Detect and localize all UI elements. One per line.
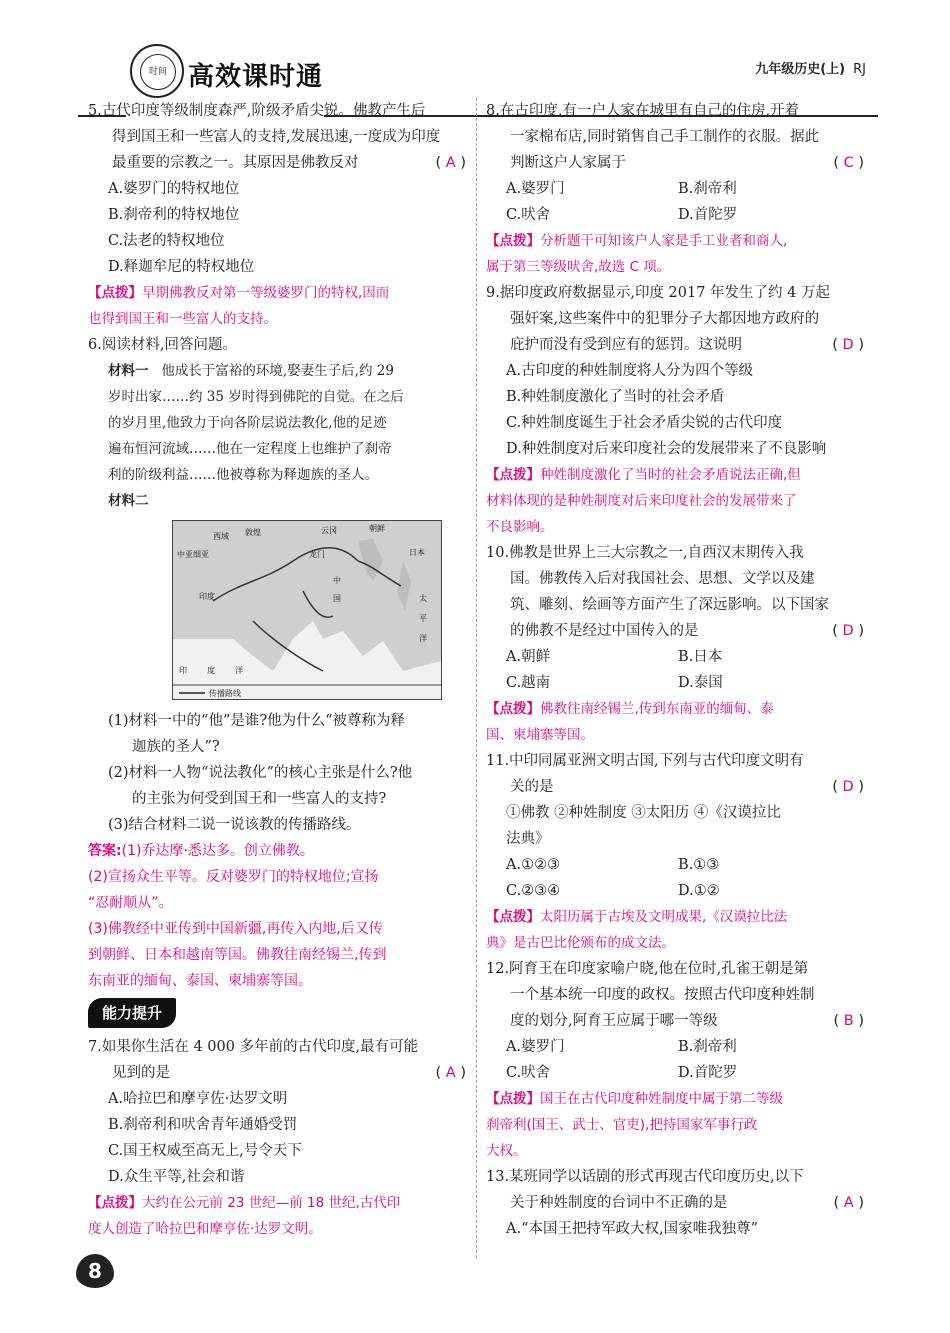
material-one-label: 材料一: [108, 363, 149, 379]
q10-stem: 10.佛教是世界上三大宗教之一,自西汉末期传入我: [486, 545, 804, 561]
q7-option: C.国王权威至高无上,号令天下: [108, 1143, 302, 1159]
question-11: [486, 748, 864, 956]
answer-text: (1)乔达摩·悉达多。创立佛教。: [121, 843, 314, 859]
q10-stem-last: [486, 618, 864, 644]
question-7: [88, 1034, 466, 1242]
tip-tag: 【点拨】: [486, 467, 540, 483]
q10-answer: ( D ): [832, 623, 864, 639]
q7-option: A.哈拉巴和摩亨佐·达罗文明: [108, 1091, 288, 1107]
answer-text: (3)佛教经中亚传到中国新疆,再传入内地,后又传: [88, 921, 383, 937]
q11-option: C.②③④: [506, 883, 561, 899]
tip-tag: 【点拨】: [486, 909, 540, 925]
q10-option: C.越南: [506, 675, 551, 691]
q9-option: C.种姓制度诞生于社会矛盾尖锐的古代印度: [506, 415, 783, 431]
material-text: 岁时出家……约 35 岁时得到佛陀的自觉。在之后: [108, 389, 404, 405]
q11-option: D.①②: [678, 883, 720, 899]
q5-stem-last: [88, 150, 466, 176]
question-9: [486, 280, 864, 540]
q12-stem: 一个基本统一印度的政权。按照古代印度种姓制: [510, 987, 815, 1003]
material-one: [88, 358, 466, 384]
left-column: [88, 98, 466, 1242]
map-label: 度: [207, 666, 215, 675]
q9-stem: 强奸案,这些案件中的犯罪分子大都因地方政府的: [510, 311, 820, 327]
q9-option: B.种姓制度激化了当时的社会矛盾: [506, 389, 725, 405]
q7-option: D.众生平等,社会和谐: [108, 1169, 245, 1185]
q9-answer: ( D ): [832, 337, 864, 353]
tip-text: 太阳历属于古埃及文明成果,《汉谟拉比法: [540, 909, 788, 925]
question-6: [88, 332, 466, 994]
q7-tip-text: 度人创造了哈拉巴和摩亨佐·达罗文明。: [88, 1221, 322, 1237]
answer-tag: 答案:: [88, 843, 122, 859]
q12-tip: [486, 1086, 864, 1112]
section-heading: 能力提升: [88, 998, 176, 1028]
answer-text: (2)宣扬众生平等。反对婆罗门的特权地位;宣扬: [88, 869, 379, 885]
question-8: [486, 98, 864, 280]
q11-tip-text: 典》是古巴比伦颁布的成文法。: [486, 935, 675, 951]
q8-option: A.婆罗门: [506, 181, 565, 197]
q5-stem: 5.古代印度等级制度森严,阶级矛盾尖锐。佛教产生后: [88, 103, 426, 119]
q9-option: A.古印度的种姓制度将人分为四个等级: [506, 363, 754, 379]
q11-items: 法典》: [506, 831, 550, 847]
map-label: 太: [419, 594, 427, 603]
question-12: [486, 956, 864, 1164]
q9-tip-text: 不良影响。: [486, 519, 554, 535]
q5-option: B.刹帝利的特权地位: [108, 207, 240, 223]
question-13: [486, 1164, 864, 1242]
q5-answer: ( A ): [435, 155, 466, 171]
grade-label: 九年级历史(上): [755, 62, 846, 77]
q7-tip: [88, 1190, 466, 1216]
q12-option: D.首陀罗: [678, 1065, 738, 1081]
q5-answer-value: A: [445, 155, 456, 171]
edition-label: RJ: [853, 62, 866, 77]
q9-tip-text: 材料体现的是种姓制度对后来印度社会的发展带来了: [486, 493, 797, 509]
q9-answer-value: D: [842, 337, 854, 353]
map-label: 洋: [235, 666, 243, 675]
q6-subquestion: (1)材料一中的“他”是谁?他为什么“被尊称为释: [108, 713, 406, 729]
map-label: 中亚细亚: [177, 550, 209, 559]
q10-tip: [486, 696, 864, 722]
buddhism-spread-map: [172, 520, 442, 700]
q8-stem-last: [486, 150, 864, 176]
q8-stem: 8.在古印度,有一户人家在城里有自己的住房,开着: [486, 103, 800, 119]
map-legend-label: 传播路线: [209, 689, 241, 698]
map-label: 国: [333, 594, 341, 603]
q12-tip-text: 大权。: [486, 1143, 527, 1159]
q8-options-row: [486, 176, 864, 202]
q8-tip-text: 属于第三等级吠舍,故选 C 项。: [486, 259, 671, 275]
q10-stem: 国。佛教传入后对我国社会、思想、文学以及建: [510, 571, 815, 587]
q13-stem-last: [486, 1190, 864, 1216]
map-label: 中: [333, 576, 341, 585]
logo-badge: 时间: [140, 54, 176, 90]
q11-answer-value: D: [842, 779, 854, 795]
map-label: 印度: [199, 592, 215, 601]
q12-stem: 度的划分,阿育王应属于哪一等级: [510, 1013, 718, 1029]
question-5: [88, 98, 466, 332]
q12-answer-value: B: [843, 1013, 854, 1029]
q6-stem: 6.阅读材料,回答问题。: [88, 337, 237, 353]
column-divider: [476, 98, 477, 1258]
q9-stem: 9.据印度政府数据显示,印度 2017 年发生了约 4 万起: [486, 285, 831, 301]
q12-option: C.吠舍: [506, 1065, 551, 1081]
map-svg: [173, 521, 441, 699]
q8-option: B.刹帝利: [678, 181, 737, 197]
q13-answer-value: A: [843, 1195, 854, 1211]
q10-tip-text: 国、柬埔寨等国。: [486, 727, 594, 743]
q7-stem: 7.如果你生活在 4 000 多年前的古代印度,最有可能: [88, 1039, 419, 1055]
q5-stem: 得到国王和一些富人的支持,发展迅速,一度成为印度: [112, 129, 441, 145]
q7-stem-last: [88, 1060, 466, 1086]
q10-stem: 筑、雕刻、绘画等方面产生了深远影响。以下国家: [510, 597, 829, 613]
tip-text: 国王在古代印度种姓制度中属于第二等级: [540, 1091, 783, 1107]
page-header: [78, 40, 878, 100]
q11-stem-last: [486, 774, 864, 800]
tip-text: 早期佛教反对第一等级婆罗门的特权,因而: [142, 285, 390, 301]
map-label: 日本: [409, 548, 425, 557]
q5-stem: 最重要的宗教之一。其原因是佛教反对: [112, 155, 359, 171]
map-label: 龙门: [309, 550, 325, 559]
q10-options-row: [486, 670, 864, 696]
q8-stem: 判断这户人家属于: [510, 155, 626, 171]
q9-tip: [486, 462, 864, 488]
q13-stem: 13.某班同学以话剧的形式再现古代印度历史,以下: [486, 1169, 804, 1185]
q12-option: A.婆罗门: [506, 1039, 565, 1055]
q5-tip-text: 也得到国王和一些富人的支持。: [88, 311, 277, 327]
q9-option: D.种姓制度对后来印度社会的发展带来了不良影响: [506, 441, 827, 457]
q11-option: B.①③: [678, 857, 720, 873]
tip-text: 种姓制度激化了当时的社会矛盾说法正确,但: [540, 467, 801, 483]
q8-answer: ( C ): [833, 155, 864, 171]
q12-options-row: [486, 1060, 864, 1086]
answer-text: “忍耐顺从”。: [88, 895, 173, 911]
q8-option: C.吠舍: [506, 207, 551, 223]
map-label: 敦煌: [245, 528, 261, 537]
q8-stem: 一家棉布店,同时销售自己手工制作的衣服。据此: [510, 129, 820, 145]
page-number: 8: [76, 1254, 114, 1288]
q10-option: D.泰国: [678, 675, 723, 691]
q12-tip-text: 刹帝利(国王、武士、官吏),把持国家军事行政: [486, 1117, 758, 1133]
q6-answer: [88, 838, 466, 864]
q8-options-row: [486, 202, 864, 228]
material-two: [88, 488, 466, 514]
header-subject: [755, 58, 866, 77]
tip-text: 佛教往南经锡兰,传到东南亚的缅甸、泰: [540, 701, 774, 717]
map-label: 平: [419, 614, 427, 623]
q11-stem: 11.中印同属亚洲文明古国,下列与古代印度文明有: [486, 753, 804, 769]
q13-option: A.“本国王把持军政大权,国家唯我独尊”: [506, 1221, 759, 1237]
map-label: 洋: [419, 634, 427, 643]
q11-options-row: [486, 852, 864, 878]
tip-tag: 【点拨】: [88, 1195, 142, 1211]
q5-tip: [88, 280, 466, 306]
q9-stem: 庇护而没有受到应有的惩罚。这说明: [510, 337, 742, 353]
material-text: 遍布恒河流域……他在一定程度上也维护了刹帝: [108, 441, 392, 457]
q12-options-row: [486, 1034, 864, 1060]
map-label: 朝鲜: [369, 524, 385, 533]
q7-answer: ( A ): [435, 1065, 466, 1081]
q12-option: B.刹帝利: [678, 1039, 737, 1055]
q8-answer-value: C: [843, 155, 854, 171]
q13-stem: 关于种姓制度的台词中不正确的是: [510, 1195, 728, 1211]
map-label: 印: [179, 666, 187, 675]
brand-title: 高效课时通: [188, 62, 324, 92]
q6-subquestion: (3)结合材料二说一说该教的传播路线。: [108, 817, 361, 833]
answer-text: 到朝鲜、日本和越南等国。佛教往南经锡兰,传到: [88, 947, 387, 963]
q5-option: D.释迦牟尼的特权地位: [108, 259, 255, 275]
q7-stem: 见到的是: [112, 1065, 170, 1081]
q6-subquestion: 的主张为何受到国王和一些富人的支持?: [132, 791, 387, 807]
q6-subquestion: 迦族的圣人”?: [132, 739, 220, 755]
q6-subquestion: (2)材料一人物“说法教化”的核心主张是什么?他: [108, 765, 413, 781]
tip-tag: 【点拨】: [486, 1091, 540, 1107]
tip-tag: 【点拨】: [486, 701, 540, 717]
material-two-label: 材料二: [108, 493, 149, 509]
right-column: [486, 98, 864, 1242]
material-text: 利的阶级利益……他被尊称为释迦族的圣人。: [108, 467, 378, 483]
q10-option: A.朝鲜: [506, 649, 551, 665]
q13-answer: ( A ): [833, 1195, 864, 1211]
q11-tip: [486, 904, 864, 930]
q7-option: B.刹帝利和吠舍青年通婚受罚: [108, 1117, 298, 1133]
q7-answer-value: A: [445, 1065, 456, 1081]
q11-items: ①佛教 ②种姓制度 ③太阳历 ④《汉谟拉比: [506, 805, 781, 821]
q10-stem: 的佛教不是经过中国传入的是: [510, 623, 699, 639]
material-text: 的岁月里,他致力于向各阶层说法教化,他的足迹: [108, 415, 387, 431]
q10-options-row: [486, 644, 864, 670]
q12-stem: 12.阿育王在印度家喻户晓,他在位时,孔雀王朝是第: [486, 961, 809, 977]
q5-option: A.婆罗门的特权地位: [108, 181, 240, 197]
tip-text: 大约在公元前 23 世纪—前 18 世纪,古代印: [142, 1195, 401, 1211]
tip-text: 分析题干可知该户人家是手工业者和商人,: [540, 233, 788, 249]
q8-tip: [486, 228, 864, 254]
tip-tag: 【点拨】: [88, 285, 142, 301]
clock-logo-icon: [130, 44, 184, 98]
answer-text: 东南亚的缅甸、泰国、柬埔寨等国。: [88, 973, 312, 989]
material-text: 他成长于富裕的环境,娶妻生子后,约 29: [161, 363, 394, 379]
q11-options-row: [486, 878, 864, 904]
tip-tag: 【点拨】: [486, 233, 540, 249]
q5-option: C.法老的特权地位: [108, 233, 225, 249]
q12-answer: ( B ): [833, 1013, 864, 1029]
q11-answer: ( D ): [832, 779, 864, 795]
map-label: 云冈: [321, 526, 337, 535]
q10-option: B.日本: [678, 649, 723, 665]
q11-option: A.①②③: [506, 857, 561, 873]
q12-stem-last: [486, 1008, 864, 1034]
q10-answer-value: D: [842, 623, 854, 639]
q8-option: D.首陀罗: [678, 207, 738, 223]
q9-stem-last: [486, 332, 864, 358]
question-10: [486, 540, 864, 748]
q11-stem: 关的是: [510, 779, 554, 795]
map-label: 西域: [213, 532, 229, 541]
